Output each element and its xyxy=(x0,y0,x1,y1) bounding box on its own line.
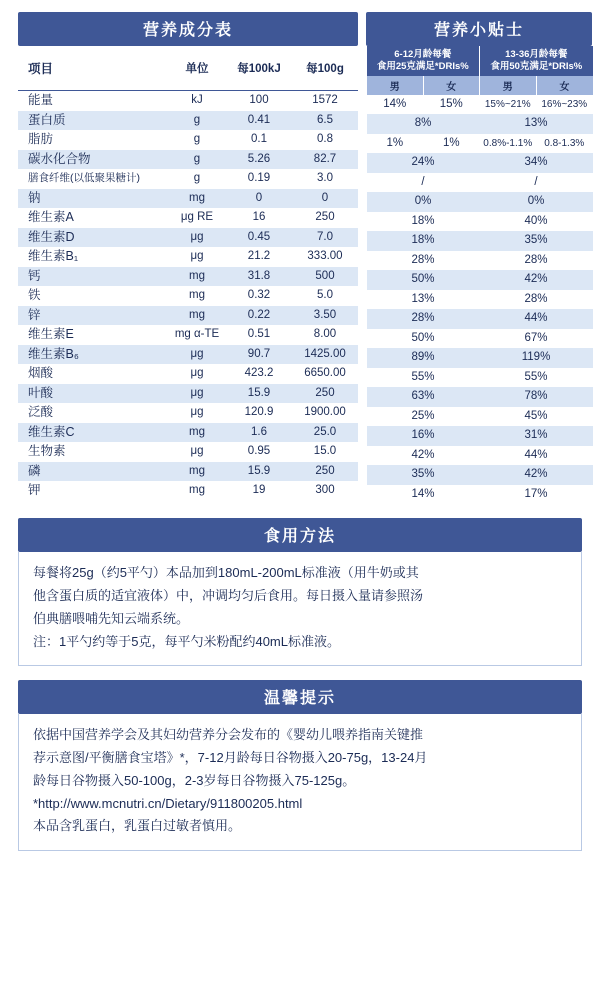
nutrient-per-100g: 3.50 xyxy=(292,306,358,326)
nutrient-per-100g: 500 xyxy=(292,267,358,287)
nutrient-per-100g: 0.8 xyxy=(292,130,358,150)
nutrition-row xyxy=(18,130,358,150)
nutrient-unit: g xyxy=(168,150,226,170)
nutrient-unit: mg xyxy=(168,189,226,209)
nutrient-unit: mg xyxy=(168,423,226,443)
tips-row xyxy=(367,368,593,388)
nutrient-per-100g: 6.5 xyxy=(292,111,358,131)
nutrient-per-100g: 250 xyxy=(292,384,358,404)
tips-row xyxy=(367,270,593,290)
nutrition-row xyxy=(18,325,358,345)
header-per-100kj: 每100kJ xyxy=(226,46,292,91)
nutrient-per-100kj: 31.8 xyxy=(226,267,292,287)
usage-section-title: 食用方法 xyxy=(18,518,582,552)
top-panels xyxy=(18,12,588,504)
nutrition-table-header-row xyxy=(18,46,358,91)
nutrient-unit: μg xyxy=(168,403,226,423)
nutrient-name: 维生素C xyxy=(18,423,168,443)
nutrient-name: 叶酸 xyxy=(18,384,168,404)
tips-value-g1: 18% xyxy=(367,212,480,232)
tips-row xyxy=(367,134,593,154)
nutrient-name: 维生素E xyxy=(18,325,168,345)
nutrient-unit: g xyxy=(168,111,226,131)
nutrient-unit: mg xyxy=(168,286,226,306)
nutrient-per-100kj: 19 xyxy=(226,481,292,501)
tips-value-g1: 50% xyxy=(367,270,480,290)
nutrient-name: 碳水化合物 xyxy=(18,150,168,170)
tips-group-1-line2: 食用25克满足*DRIs% xyxy=(376,60,469,72)
nutrition-row xyxy=(18,423,358,443)
header-unit: 单位 xyxy=(168,46,226,91)
usage-section xyxy=(18,518,582,666)
nutrient-per-100kj: 16 xyxy=(226,208,292,228)
nutrient-name: 维生素D xyxy=(18,228,168,248)
tips-value-g2: 0% xyxy=(480,192,593,212)
tips-value-g1: 63% xyxy=(367,387,480,407)
tips-value-g2: 31% xyxy=(480,426,593,446)
tips-row xyxy=(367,231,593,251)
notice-line-3: 龄每日谷物摄入50-100g，2-3岁每日谷物摄入75-125g。 xyxy=(33,772,356,788)
nutrition-row xyxy=(18,267,358,287)
tips-value-g1: / xyxy=(367,173,480,193)
nutrition-table xyxy=(18,46,358,501)
tips-value-g1: 35% xyxy=(367,465,480,485)
tips-row xyxy=(367,465,593,485)
nutrient-per-100kj: 15.9 xyxy=(226,462,292,482)
tips-value-g2: 44% xyxy=(480,446,593,466)
tips-value-g1-female: 15% xyxy=(423,95,480,115)
notice-source-url: *http://www.mcnutri.cn/Dietary/911800205.html xyxy=(33,795,303,811)
tips-value-g2: 44% xyxy=(480,309,593,329)
tips-row xyxy=(367,446,593,466)
nutrient-unit: μg xyxy=(168,228,226,248)
nutrition-table-body xyxy=(18,91,358,501)
notice-line-2: 荐示意图/平衡膳食宝塔》*，7-12月龄每日谷物摄入20-75g，13-24月 xyxy=(33,750,428,765)
nutrient-per-100g: 300 xyxy=(292,481,358,501)
tips-table xyxy=(366,46,593,504)
nutrient-per-100kj: 0.41 xyxy=(226,111,292,131)
tips-value-g1-female: 1% xyxy=(423,134,480,154)
tips-value-g2: 35% xyxy=(480,231,593,251)
usage-line-2: 他含蛋白质的适宜液体）中，冲调均匀后食用。每日摄入量请参照汤 xyxy=(33,588,424,603)
tips-group-2-line2: 食用50克满足*DRIs% xyxy=(490,60,583,72)
tips-value-g1: 55% xyxy=(367,368,480,388)
nutrient-per-100g: 250 xyxy=(292,208,358,228)
nutrient-name: 膳食纤维(以低聚果糖计) xyxy=(18,169,168,189)
nutrient-name: 钙 xyxy=(18,267,168,287)
nutrient-per-100kj: 0.22 xyxy=(226,306,292,326)
nutrient-per-100kj: 423.2 xyxy=(226,364,292,384)
nutrient-per-100g: 250 xyxy=(292,462,358,482)
tips-row xyxy=(367,251,593,271)
tips-row xyxy=(367,212,593,232)
nutrient-unit: μg xyxy=(168,384,226,404)
nutrient-unit: μg xyxy=(168,364,226,384)
nutrient-name: 维生素B₆ xyxy=(18,345,168,365)
nutrient-per-100g: 333.00 xyxy=(292,247,358,267)
tips-value-g2: 28% xyxy=(480,251,593,271)
nutrition-row xyxy=(18,462,358,482)
tips-value-g1: 16% xyxy=(367,426,480,446)
nutrient-unit: μg xyxy=(168,442,226,462)
tips-row xyxy=(367,407,593,427)
nutrient-per-100kj: 5.26 xyxy=(226,150,292,170)
nutrient-name: 磷 xyxy=(18,462,168,482)
tips-group-1 xyxy=(367,46,480,76)
nutrition-row xyxy=(18,247,358,267)
tips-value-g2: 42% xyxy=(480,270,593,290)
tips-row xyxy=(367,348,593,368)
tips-value-g2: 13% xyxy=(480,114,593,134)
nutrient-per-100kj: 21.2 xyxy=(226,247,292,267)
nutrient-unit: mg xyxy=(168,267,226,287)
nutrient-name: 锌 xyxy=(18,306,168,326)
notice-section xyxy=(18,680,582,851)
tips-value-g2: 45% xyxy=(480,407,593,427)
nutrition-row xyxy=(18,403,358,423)
tips-sub-g1-female: 女 xyxy=(423,76,480,95)
nutrient-name: 生物素 xyxy=(18,442,168,462)
nutrient-unit: mg xyxy=(168,481,226,501)
nutrient-per-100kj: 0 xyxy=(226,189,292,209)
nutrient-name: 烟酸 xyxy=(18,364,168,384)
nutrient-per-100g: 7.0 xyxy=(292,228,358,248)
tips-value-g1: 42% xyxy=(367,446,480,466)
tips-row xyxy=(367,153,593,173)
tips-sub-g2-female: 女 xyxy=(536,76,593,95)
nutrient-unit: kJ xyxy=(168,91,226,111)
tips-row xyxy=(367,114,593,134)
nutrition-row xyxy=(18,189,358,209)
tips-group-header-row xyxy=(367,46,593,76)
nutrient-unit: mg xyxy=(168,462,226,482)
nutrient-unit: g xyxy=(168,169,226,189)
tips-value-g2-female: 0.8-1.3% xyxy=(536,134,593,154)
usage-line-4: 注：1平勺约等于5克，每平勺米粉配约40mL标准液。 xyxy=(33,633,340,649)
nutrition-row xyxy=(18,169,358,189)
nutrient-per-100kj: 0.51 xyxy=(226,325,292,345)
nutrient-per-100kj: 0.32 xyxy=(226,286,292,306)
tips-table-body xyxy=(367,95,593,505)
nutrition-row xyxy=(18,286,358,306)
tips-value-g2-female: 16%~23% xyxy=(536,95,593,115)
tips-value-g2-male: 15%~21% xyxy=(480,95,537,115)
nutrient-per-100g: 25.0 xyxy=(292,423,358,443)
notice-line-1: 依据中国营养学会及其妇幼营养分会发布的《婴幼儿喂养指南关键推 xyxy=(33,727,424,743)
nutrition-row xyxy=(18,384,358,404)
nutrition-row xyxy=(18,481,358,501)
tips-value-g1-male: 14% xyxy=(367,95,424,115)
nutrition-row xyxy=(18,228,358,248)
tips-sub-header-row xyxy=(367,76,593,95)
notice-section-title: 温馨提示 xyxy=(18,680,582,714)
nutrition-row xyxy=(18,306,358,326)
tips-value-g1: 25% xyxy=(367,407,480,427)
nutrition-panel xyxy=(18,12,358,501)
tips-value-g1: 28% xyxy=(367,309,480,329)
tips-value-g2: 119% xyxy=(480,348,593,368)
nutrient-per-100g: 3.0 xyxy=(292,169,358,189)
nutrient-unit: mg xyxy=(168,306,226,326)
notice-line-5: 本品含乳蛋白，乳蛋白过敏者慎用。 xyxy=(33,818,242,834)
nutrition-row xyxy=(18,91,358,111)
tips-value-g2: 40% xyxy=(480,212,593,232)
nutrient-name: 钾 xyxy=(18,481,168,501)
nutrient-per-100kj: 0.19 xyxy=(226,169,292,189)
tips-value-g2-male: 0.8%-1.1% xyxy=(480,134,537,154)
nutrient-name: 蛋白质 xyxy=(18,111,168,131)
nutrient-per-100kj: 120.9 xyxy=(226,403,292,423)
tips-value-g2: 28% xyxy=(480,290,593,310)
tips-sub-g2-male: 男 xyxy=(480,76,537,95)
tips-value-g1: 18% xyxy=(367,231,480,251)
tips-value-g2: 17% xyxy=(480,485,593,505)
tips-row xyxy=(367,95,593,115)
notice-section-body xyxy=(18,714,582,851)
header-per-100g: 每100g xyxy=(292,46,358,91)
tips-value-g2: 55% xyxy=(480,368,593,388)
tips-row xyxy=(367,192,593,212)
tips-value-g1: 8% xyxy=(367,114,480,134)
nutrition-row xyxy=(18,364,358,384)
nutrient-unit: μg RE xyxy=(168,208,226,228)
tips-row xyxy=(367,309,593,329)
nutrient-per-100kj: 0.95 xyxy=(226,442,292,462)
nutrient-per-100g: 1900.00 xyxy=(292,403,358,423)
tips-value-g1-male: 1% xyxy=(367,134,424,154)
tips-value-g1: 0% xyxy=(367,192,480,212)
header-item: 项目 xyxy=(18,46,168,91)
nutrient-per-100kj: 0.1 xyxy=(226,130,292,150)
nutrient-name: 维生素A xyxy=(18,208,168,228)
nutrient-per-100g: 15.0 xyxy=(292,442,358,462)
tips-value-g1: 13% xyxy=(367,290,480,310)
tips-group-2 xyxy=(480,46,593,76)
nutrient-per-100g: 5.0 xyxy=(292,286,358,306)
tips-value-g2: 42% xyxy=(480,465,593,485)
nutrition-row xyxy=(18,208,358,228)
tips-value-g2: / xyxy=(480,173,593,193)
nutrient-name: 泛酸 xyxy=(18,403,168,423)
nutrient-per-100g: 0 xyxy=(292,189,358,209)
nutrient-per-100kj: 100 xyxy=(226,91,292,111)
tips-sub-g1-male: 男 xyxy=(367,76,424,95)
nutrient-per-100kj: 90.7 xyxy=(226,345,292,365)
tips-row xyxy=(367,485,593,505)
nutrient-per-100g: 1572 xyxy=(292,91,358,111)
tips-group-1-line1: 6-12月龄每餐 xyxy=(394,49,452,60)
tips-value-g1: 50% xyxy=(367,329,480,349)
nutrition-row xyxy=(18,150,358,170)
nutrient-name: 脂肪 xyxy=(18,130,168,150)
nutrition-row xyxy=(18,442,358,462)
tips-row xyxy=(367,290,593,310)
nutrition-panel-title: 营养成分表 xyxy=(18,12,358,46)
nutrient-name: 钠 xyxy=(18,189,168,209)
tips-value-g2: 34% xyxy=(480,153,593,173)
nutrient-per-100kj: 0.45 xyxy=(226,228,292,248)
tips-value-g1: 89% xyxy=(367,348,480,368)
nutrient-per-100kj: 1.6 xyxy=(226,423,292,443)
nutrient-per-100g: 6650.00 xyxy=(292,364,358,384)
tips-panel xyxy=(366,12,592,504)
tips-row xyxy=(367,173,593,193)
nutrient-unit: mg α-TE xyxy=(168,325,226,345)
tips-row xyxy=(367,329,593,349)
nutrition-row xyxy=(18,111,358,131)
tips-value-g1: 28% xyxy=(367,251,480,271)
nutrient-name: 维生素B₁ xyxy=(18,247,168,267)
tips-value-g2: 67% xyxy=(480,329,593,349)
nutrition-row xyxy=(18,345,358,365)
tips-value-g1: 14% xyxy=(367,485,480,505)
nutrient-per-100kj: 15.9 xyxy=(226,384,292,404)
usage-section-body xyxy=(18,552,582,666)
usage-line-1: 每餐将25g（约5平勺）本品加到180mL-200mL标准液（用牛奶或其 xyxy=(33,565,419,581)
nutrient-per-100g: 82.7 xyxy=(292,150,358,170)
nutrient-per-100g: 8.00 xyxy=(292,325,358,345)
nutrient-name: 铁 xyxy=(18,286,168,306)
tips-panel-title: 营养小贴士 xyxy=(366,12,592,46)
nutrient-unit: g xyxy=(168,130,226,150)
nutrient-unit: μg xyxy=(168,345,226,365)
tips-value-g1: 24% xyxy=(367,153,480,173)
tips-group-2-line1: 13-36月龄每餐 xyxy=(505,49,568,60)
tips-row xyxy=(367,426,593,446)
nutrient-name: 能量 xyxy=(18,91,168,111)
tips-row xyxy=(367,387,593,407)
usage-line-3: 伯典膳喂哺先知云端系统。 xyxy=(33,610,190,626)
nutrient-unit: μg xyxy=(168,247,226,267)
nutrient-per-100g: 1425.00 xyxy=(292,345,358,365)
tips-value-g2: 78% xyxy=(480,387,593,407)
